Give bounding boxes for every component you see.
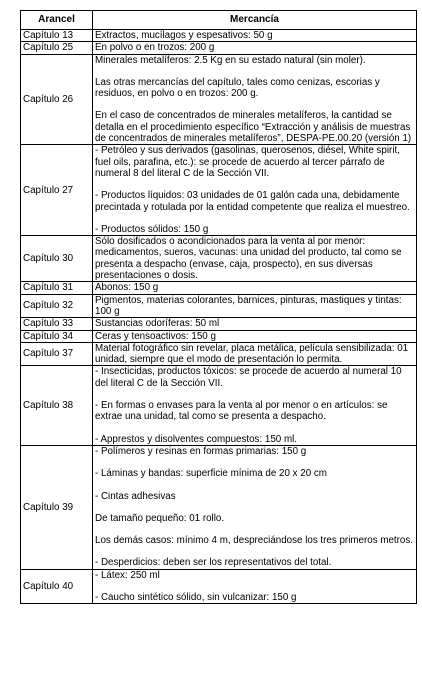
table-row <box>21 54 417 145</box>
mercancia-cell <box>93 366 417 445</box>
arancel-cell: Capítulo 34 <box>21 330 93 342</box>
document <box>20 10 416 604</box>
mercancia-text: Sustancias odoríferas: 50 ml <box>95 318 220 330</box>
table-row <box>21 42 417 54</box>
mercancia-text: - Petróleo y sus derivados (gasolinas, querosenos, diésel, White spirit, fuel oils, parafina, etc.): se procede de acuerdo al tercer párrafo de numeral 8 del literal C de la Sección VII. <box>95 145 400 179</box>
mercancia-text: - Polímeros y resinas en formas primarias: 150 g <box>95 445 307 457</box>
mercancia-text: En el caso de concentrados de minerales metalíferos, la cantidad se detalla en el procedimiento específico “Extracción y análisis de muestras de concentrados de minerales metalíferos”, DESPA-PE.00.20 (versión 1) <box>95 110 412 145</box>
mercancia-text: - Productos sólidos: 150 g <box>95 223 209 235</box>
arancel-cell: Capítulo 39 <box>21 445 93 569</box>
mercancia-text: En polvo o en trozos: 200 g <box>95 42 215 54</box>
mercancia-text: - En formas o envases para la venta al por menor o en artículos: se extrae una unidad, tal como se presenta a despacho. <box>95 400 388 423</box>
mercancia-cell <box>93 318 417 330</box>
mercancia-text: - Caucho sintético sólido, sin vulcanizar: 150 g <box>95 591 297 603</box>
arancel-cell: Capítulo 26 <box>21 54 93 145</box>
mercancia-cell <box>93 236 417 282</box>
mercancia-text: Las otras mercancías del capítulo, tales como cenizas, escorias y residuos, en polvo o en trozos: 200 g. <box>95 76 380 100</box>
mercancia-text: Minerales metalíferos: 2.5 Kg en su estado natural (sin moler). <box>95 54 366 66</box>
mercancia-text: Abonos: 150 g <box>95 282 159 294</box>
arancel-cell: Capítulo 31 <box>21 282 93 294</box>
arancel-cell: Capítulo 13 <box>21 30 93 42</box>
mercancia-cell <box>93 42 417 54</box>
mercancia-cell <box>93 294 417 318</box>
header-arancel: Arancel <box>21 11 93 30</box>
arancel-cell: Capítulo 38 <box>21 366 93 445</box>
mercancia-cell <box>93 54 417 145</box>
table-row <box>21 282 417 294</box>
mercancia-text: De tamaño pequeño: 01 rollo. <box>95 512 225 524</box>
mercancia-text: - Insecticidas, productos tóxicos: se procede de acuerdo al numeral 10 del literal C de la Sección VII. <box>95 366 402 389</box>
mercancia-text: Los demás casos: mínimo 4 m, despreciándose los tres primeros metros. <box>95 535 413 547</box>
table-row <box>21 445 417 569</box>
mercancia-text: - Desperdicios: deben ser los representativos del total. <box>95 557 332 569</box>
arancel-cell: Capítulo 25 <box>21 42 93 54</box>
mercancia-cell <box>93 445 417 569</box>
mercancia-text: - Productos líquidos: 03 unidades de 01 galón cada una, debidamente precintada y rotulada por la entidad competente que realiza el muestreo. <box>95 190 410 213</box>
mercancia-text: Sólo dosificados o acondicionados para la venta al por menor: medicamentos, sueros, vacunas: una unidad del producto, tal como se presenta a despacho (envase, caja, prospecto), en sus diversas presentaciones o dosis. <box>95 236 402 282</box>
mercancia-text: - Láminas y bandas: superficie mínima de 20 x 20 cm <box>95 468 327 480</box>
arancel-cell: Capítulo 33 <box>21 318 93 330</box>
mercancia-cell <box>93 30 417 42</box>
table-row <box>21 236 417 282</box>
header-mercancia: Mercancía <box>93 11 417 30</box>
mercancia-cell <box>93 330 417 342</box>
table-row <box>21 294 417 318</box>
arancel-cell: Capítulo 37 <box>21 342 93 366</box>
arancel-cell: Capítulo 32 <box>21 294 93 318</box>
mercancia-cell <box>93 569 417 604</box>
mercancia-text: Ceras y tensoactivos: 150 g <box>95 330 216 342</box>
arancel-cell: Capítulo 40 <box>21 569 93 604</box>
table-row <box>21 342 417 366</box>
table-row <box>21 330 417 342</box>
table-row <box>21 318 417 330</box>
mercancia-text: - Látex: 250 ml <box>95 569 160 581</box>
mercancia-cell <box>93 145 417 236</box>
mercancia-text: - Apprestos y disolventes compuestos: 150 ml. <box>95 433 298 445</box>
mercancia-text: Extractos, mucílagos y espesativos: 50 g <box>95 30 273 41</box>
table-header-row <box>21 11 417 30</box>
table-row <box>21 145 417 236</box>
sample-quantity-table <box>20 10 417 604</box>
table-row <box>21 30 417 42</box>
table-row <box>21 569 417 604</box>
mercancia-cell <box>93 342 417 366</box>
mercancia-text: Pigmentos, materias colorantes, barnices, pinturas, mastiques y tintas: 100 g <box>95 294 402 317</box>
mercancia-text: - Cintas adhesivas <box>95 490 176 502</box>
arancel-cell: Capítulo 30 <box>21 236 93 282</box>
table-row <box>21 366 417 445</box>
mercancia-cell <box>93 282 417 294</box>
mercancia-text: Material fotográfico sin revelar, placa metálica, película sensibilizada: 01 unidad, siempre que el modo de presentación lo permita. <box>95 342 409 366</box>
arancel-cell: Capítulo 27 <box>21 145 93 236</box>
